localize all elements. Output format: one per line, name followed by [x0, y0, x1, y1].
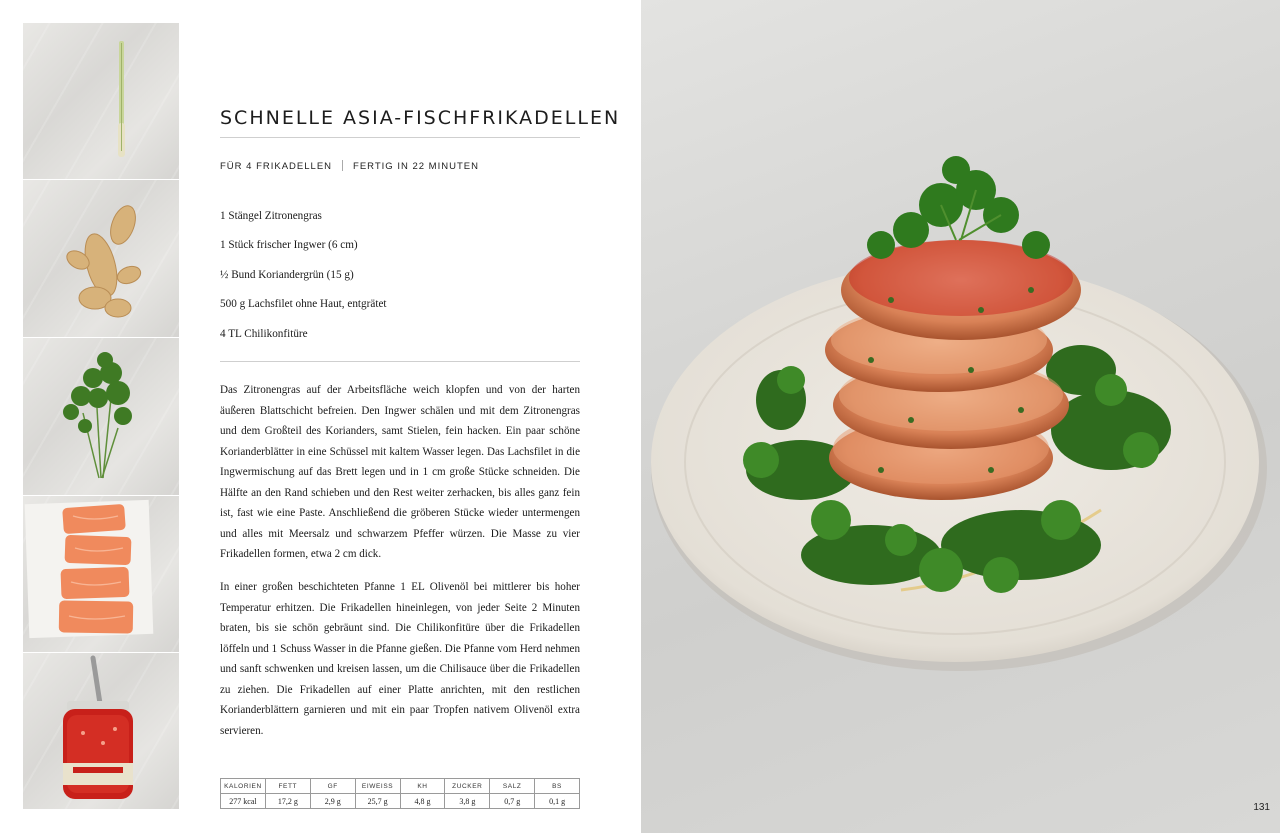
nutrition-header: BS	[535, 779, 580, 794]
ingredient-item: 1 Stück frischer Ingwer (6 cm)	[220, 239, 358, 252]
lemongrass-image	[23, 23, 179, 179]
nutrition-value: 3,8 g	[445, 794, 490, 809]
ingredient-list	[220, 210, 580, 357]
divider	[220, 361, 580, 362]
ingredient-item: 1 Stängel Zitronengras	[220, 210, 322, 222]
nutrition-header-row	[221, 779, 580, 794]
ingredient-item: 4 TL Chilikonfitüre	[220, 327, 308, 340]
salmon-image	[23, 496, 179, 652]
recipe-meta	[220, 160, 479, 172]
servings: FÜR 4 FRIKADELLEN	[220, 161, 333, 172]
method-paragraph: In einer großen beschichteten Pfanne 1 EL Olivenöl bei mittlerer bis hoher Temperatur erhitzen. Die Frikadellen hineinlegen, von jeder Seite 2 Minuten braten, bis sie schön gebräunt sind. Die Chilikonfitüre über die Frikadellen löffeln und 1 Schuss Wasser in die Pfanne gießen. Die Pfanne vom Herd nehmen und sanft schwenken und kreisen lassen, um die Chilisauce über die Frikadellen zu ziehen. Die Frikadellen auf einer Platte anrichten, mit den restlichen Korianderblättern garnieren und mit ein paar Tropfen nativem Olivenöl extra servieren.	[220, 581, 580, 737]
fishcake-dish-photo	[641, 0, 1280, 833]
nutrition-header: GF	[310, 779, 355, 794]
nutrition-value: 25,7 g	[355, 794, 400, 809]
nutrition-value: 0,7 g	[490, 794, 535, 809]
nutrition-value: 0,1 g	[535, 794, 580, 809]
nutrition-header: EIWEISS	[355, 779, 400, 794]
coriander-image	[23, 338, 179, 495]
method-paragraph: Das Zitronengras auf der Arbeitsfläche weich klopfen und von der harten äußeren Blattschicht befreien. Den Ingwer schälen und mit dem Zitronengras und dem Großteil des Korianders, samt Stielen, fein hacken. Ein paar schöne Korianderblätter in eine Schüssel mit kaltem Wasser legen. Das Lachsfilet in die Ingwermischung auf das Brett legen und in 1 cm große Stücke schneiden. Die Hälfte an den Rand schieben und den Rest weiter zerhacken, bis alles ganz fein ist, fast wie eine Paste. Anschließend die gröberen Stücke wieder untermengen und alles mit Meersalz und schwarzem Pfeffer würzen. Die Masse zu vier Frikadellen formen, etwa 2 cm dick.	[220, 384, 580, 560]
chili-jam-jar-image	[23, 653, 179, 809]
nutrition-value: 2,9 g	[310, 794, 355, 809]
nutrition-header: KALORIEN	[221, 779, 266, 794]
nutrition-value: 17,2 g	[265, 794, 310, 809]
ginger-image	[23, 180, 179, 337]
ingredient-item: ½ Bund Koriandergrün (15 g)	[220, 268, 354, 281]
nutrition-header: FETT	[265, 779, 310, 794]
meta-separator	[342, 160, 343, 171]
nutrition-value: 277 kcal	[221, 794, 266, 809]
recipe-title: SCHNELLE ASIA-FISCHFRIKADELLEN	[220, 106, 621, 129]
ingredient-item: 500 g Lachsfilet ohne Haut, entgrätet	[220, 298, 387, 311]
nutrition-header: SALZ	[490, 779, 535, 794]
nutrition-table	[220, 778, 580, 809]
divider	[220, 137, 580, 138]
nutrition-header: KH	[400, 779, 445, 794]
nutrition-header: ZUCKER	[445, 779, 490, 794]
prep-time: FERTIG IN 22 MINUTEN	[353, 161, 479, 172]
ingredient-photo-strip	[23, 23, 179, 809]
page-number: 131	[1253, 802, 1270, 813]
nutrition-value-row	[221, 794, 580, 809]
nutrition-value: 4,8 g	[400, 794, 445, 809]
